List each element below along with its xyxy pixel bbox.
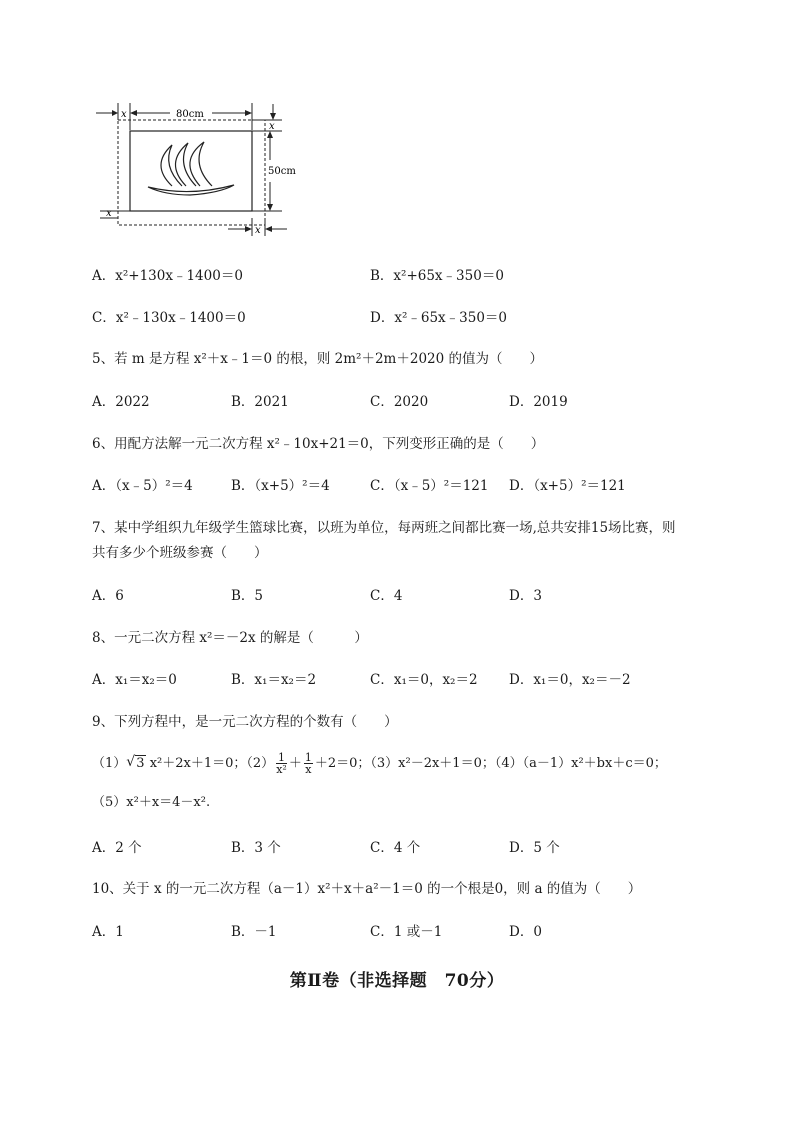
q5-option-c[interactable]: C．2020	[370, 394, 429, 410]
figure-width-label: 80cm	[176, 109, 204, 120]
q7-option-b[interactable]: B．5	[231, 588, 264, 604]
q8-option-b[interactable]: B．x₁＝x₂＝2	[231, 672, 317, 688]
q6-option-a[interactable]: A．（x﹣5）²＝4	[92, 478, 193, 494]
figure-x-label-bottom: x	[255, 225, 261, 236]
q4-option-b[interactable]: B．x²+65x﹣350＝0	[370, 268, 504, 284]
q10-option-d[interactable]: D．0	[509, 924, 542, 940]
q8-option-a[interactable]: A．x₁＝x₂＝0	[92, 672, 177, 688]
q7-stem-line2: 共有多少个班级参赛（ ）	[92, 545, 268, 561]
q6-option-b[interactable]: B．（x+5）²＝4	[231, 478, 330, 494]
q9-equations-line2: （5）x²＋x＝4－x².	[92, 795, 211, 810]
q10-stem: 10、关于 x 的一元二次方程（a－1）x²＋x＋a²－1＝0 的一个根是0，则 a 的值为（ ）	[92, 881, 642, 897]
q9-equations-line1: （1）√ 3 x²＋2x＋1＝0；（2） $\frac{1}{\text{x²}}$ ＋ $\frac{1}{x}$ ＋2＝0；（3）x²－2x＋1＝0；（4）（a－1）x²＋bx＋c＝0；	[92, 752, 667, 775]
figure-height-label: 50cm	[268, 166, 296, 177]
q9-option-c[interactable]: C．4 个	[370, 840, 421, 856]
q7-option-d[interactable]: D．3	[509, 588, 542, 604]
figure-x-label-right: x	[269, 121, 275, 132]
q9-option-a[interactable]: A．2 个	[92, 840, 142, 856]
q5-option-d[interactable]: D．2019	[509, 394, 568, 410]
q7-option-c[interactable]: C．4	[370, 588, 403, 604]
q9-option-b[interactable]: B．3 个	[231, 840, 281, 856]
figure-x-label-left: x	[106, 208, 112, 219]
q6-option-c[interactable]: C．（x﹣5）²＝121	[370, 478, 489, 494]
q8-option-d[interactable]: D．x₁＝0，x₂＝－2	[509, 672, 631, 688]
figure-x-label-top: x	[121, 109, 127, 120]
q4-option-c[interactable]: C．x²﹣130x﹣1400＝0	[92, 310, 246, 326]
q8-stem: 8、一元二次方程 x²＝－2x 的解是（ ）	[92, 630, 368, 646]
q5-option-a[interactable]: A．2022	[92, 394, 150, 410]
sqrt-symbol: √ 3	[126, 756, 145, 771]
q10-option-a[interactable]: A．1	[92, 924, 124, 940]
q5-stem: 5、若 m 是方程 x²＋x﹣1＝0 的根，则 2m²＋2m＋2020 的值为（ ）	[92, 351, 544, 367]
q8-option-c[interactable]: C．x₁＝0，x₂＝2	[370, 672, 478, 688]
q9-option-d[interactable]: D．5 个	[509, 840, 560, 856]
q4-option-d[interactable]: D．x²﹣65x﹣350＝0	[370, 310, 508, 326]
section-title: 第Ⅱ卷（非选择题 70分）	[289, 971, 505, 991]
q9-stem: 9、下列方程中，是一元二次方程的个数有（ ）	[92, 714, 398, 730]
q10-option-b[interactable]: B．－1	[231, 924, 277, 940]
q7-option-a[interactable]: A．6	[92, 588, 124, 604]
q5-option-b[interactable]: B．2021	[231, 394, 289, 410]
q6-stem: 6、用配方法解一元二次方程 x²﹣10x+21＝0，下列变形正确的是（ ）	[92, 436, 545, 452]
q10-option-c[interactable]: C．1 或－1	[370, 924, 443, 940]
q4-option-c-text: x²﹣130x﹣1400＝0	[115, 310, 246, 326]
painting-frame-figure	[0, 0, 794, 250]
q4-option-b-text: x²+65x﹣350＝0	[393, 268, 504, 284]
q4-option-a-text: x²+130x﹣1400＝0	[115, 268, 243, 284]
q4-option-a[interactable]: A．x²+130x﹣1400＝0	[92, 268, 243, 284]
q6-option-d[interactable]: D．（x+5）²＝121	[509, 478, 626, 494]
fraction-1: $\frac{1}{\text{x²}}$	[276, 751, 287, 776]
fraction-2: $\frac{1}{x}$	[304, 751, 312, 776]
q4-option-d-text: x²﹣65x﹣350＝0	[394, 310, 508, 326]
q7-stem-line1: 7、某中学组织九年级学生篮球比赛，以班为单位，每两班之间都比赛一场,总共安排15场比赛，则	[92, 520, 676, 536]
